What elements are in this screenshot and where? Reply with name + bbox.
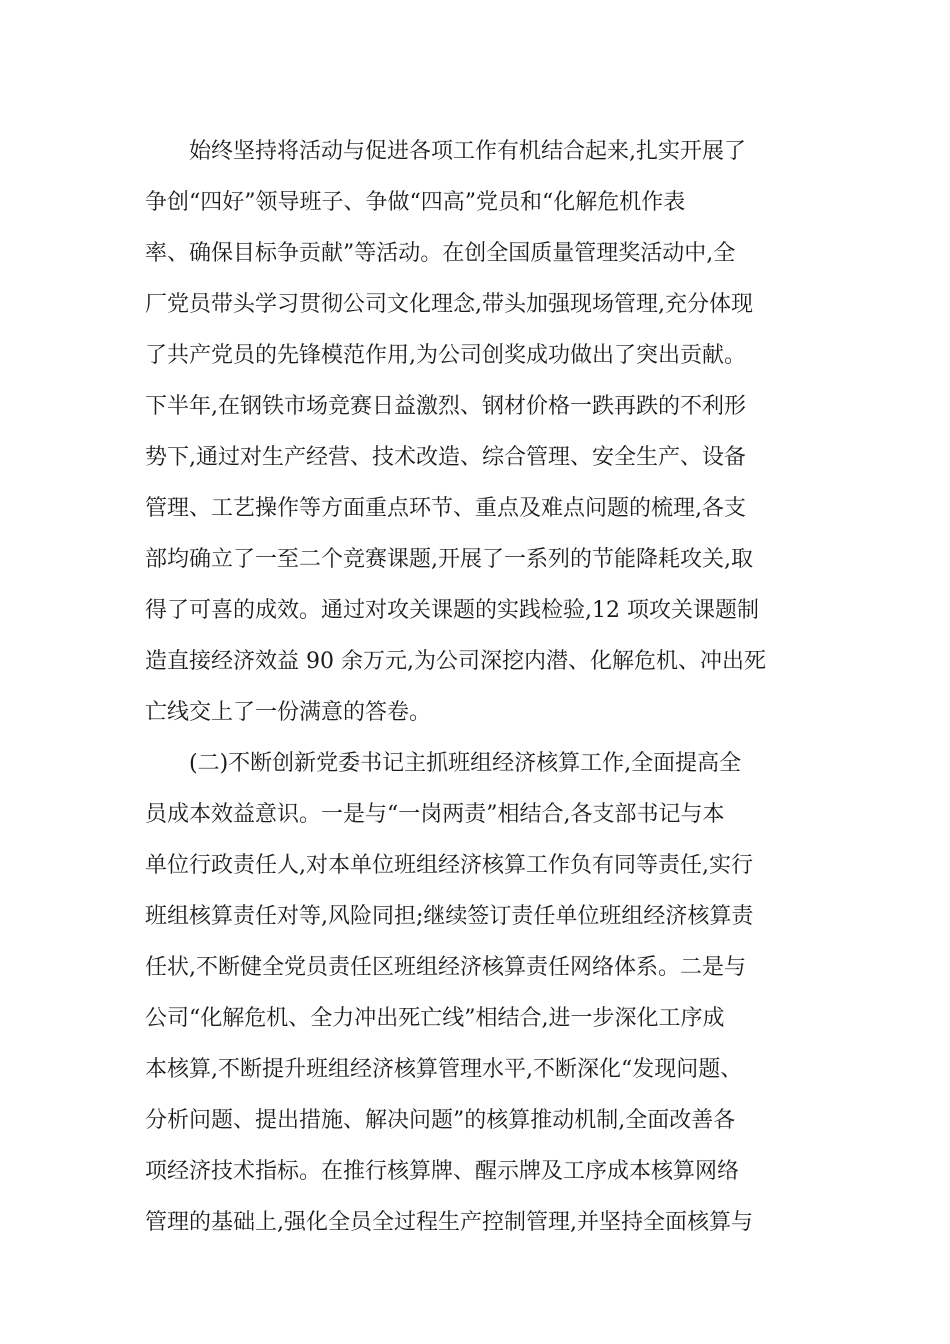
paragraph-line: 厂党员带头学习贯彻公司文化理念,带头加强现场管理,充分体现 xyxy=(145,292,753,317)
paragraph-line: 班组核算责任对等,风险同担;继续签订责任单位班组经济核算责 xyxy=(145,904,754,929)
paragraph-line: 任状,不断健全党员责任区班组经济核算责任网络体系。二是与 xyxy=(145,955,746,980)
paragraph-line: 得了可喜的成效。通过对攻关课题的实践检验,12 项攻关课题制 xyxy=(145,598,759,623)
paragraph-line: 单位行政责任人,对本单位班组经济核算工作负有同等责任,实行 xyxy=(145,853,753,878)
paragraph-line: 势下,通过对生产经营、技术改造、综合管理、安全生产、设备 xyxy=(145,445,746,470)
paragraph-line: 争创“四好”领导班子、争做“四高”党员和“化解危机作表 xyxy=(145,190,686,215)
paragraph-line: 管理的基础上,强化全员全过程生产控制管理,并坚持全面核算与 xyxy=(145,1210,753,1235)
document-body xyxy=(145,126,810,1248)
paragraph-2 xyxy=(145,738,810,1248)
paragraph-line: 员成本效益意识。一是与“一岗两责”相结合,各支部书记与本 xyxy=(145,802,725,827)
paragraph-line: 了共产党员的先锋模范作用,为公司创奖成功做出了突出贡献。 xyxy=(145,343,746,368)
paragraph-line: 公司“化解危机、全力冲出死亡线”相结合,进一步深化工序成 xyxy=(145,1006,725,1031)
paragraph-line: 下半年,在钢铁市场竞赛日益激烈、钢材价格一跌再跌的不利形 xyxy=(145,394,746,419)
paragraph-line: 管理、工艺操作等方面重点环节、重点及难点问题的梳理,各支 xyxy=(145,496,746,521)
paragraph-line: 亡线交上了一份满意的答卷。 xyxy=(145,700,432,725)
paragraph-line: 分析问题、提出措施、解决问题”的核算推动机制,全面改善各 xyxy=(145,1108,736,1133)
paragraph-line: 本核算,不断提升班组经济核算管理水平,不断深化“发现问题、 xyxy=(145,1057,743,1082)
paragraph-line: 率、确保目标争贡献”等活动。在创全国质量管理奖活动中,全 xyxy=(145,241,736,266)
paragraph-line: 项经济技术指标。在推行核算牌、醒示牌及工序成本核算网络 xyxy=(145,1159,740,1184)
paragraph-line: 始终坚持将活动与促进各项工作有机结合起来,扎实开展了 xyxy=(189,139,746,164)
paragraph-line: 造直接经济效益 90 余万元,为公司深挖内潜、化解危机、冲出死 xyxy=(145,649,766,674)
paragraph-line: 部均确立了一至二个竞赛课题,开展了一系列的节能降耗攻关,取 xyxy=(145,547,753,572)
paragraph-1 xyxy=(145,126,810,738)
paragraph-line: (二)不断创新党委书记主抓班组经济核算工作,全面提高全 xyxy=(189,751,742,776)
